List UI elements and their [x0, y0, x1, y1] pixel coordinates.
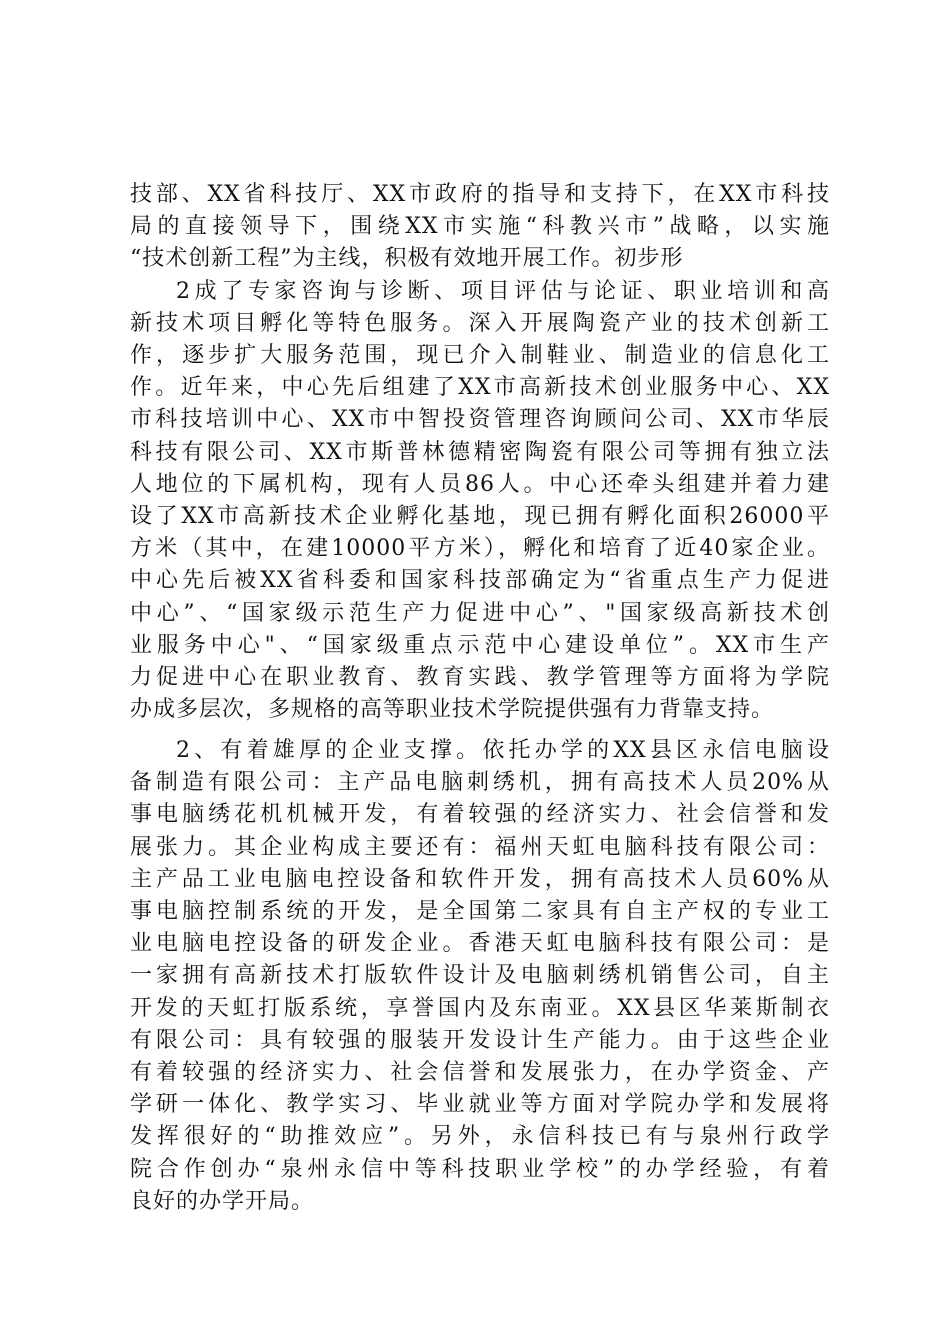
text-line: 主产品工业电脑电控设备和软件开发，拥有高技术人员60%从 — [130, 866, 830, 892]
text-line: 学研一体化、教学实习、毕业就业等方面对学院办学和发展将 — [130, 1092, 830, 1118]
text-line: 作，逐步扩大服务范围，现已介入制鞋业、制造业的信息化工 — [130, 343, 830, 369]
text-line: 良好的办学开局。 — [130, 1188, 315, 1214]
text-line: 展张力。其企业构成主要还有：福州天虹电脑科技有限公司： — [130, 834, 830, 860]
text-line: 业服务中心"、“国家级重点示范中心建设单位”。XX市生产 — [130, 632, 830, 658]
text-line: 人地位的下属机构，现有人员86人。中心还牵头组建并着力建 — [130, 471, 830, 497]
text-line: 办成多层次，多规格的高等职业技术学院提供强有力背靠支持。 — [130, 697, 775, 723]
text-line: 中心先后被XX省科委和国家科技部确定为“省重点生产力促进 — [130, 568, 830, 594]
text-line: 局的直接领导下，围绕XX市实施“科教兴市”战略，以实施 — [130, 214, 830, 240]
text-line: “技术创新工程”为主线，积极有效地开展工作。初步形 — [130, 246, 684, 272]
text-line: 开发的天虹打版系统，享誉国内及东南亚。XX县区华莱斯制衣 — [130, 995, 830, 1021]
text-line: 技部、XX省科技厅、XX市政府的指导和支持下，在XX市科技 — [130, 182, 830, 207]
text-line: 有限公司：具有较强的服装开发设计生产能力。由于这些企业 — [130, 1027, 830, 1053]
text-line: 力促进中心在职业教育、教育实践、教学管理等方面将为学院 — [130, 665, 830, 691]
text-line: 中心”、“国家级示范生产力促进中心”、"国家级高新技术创 — [130, 600, 830, 626]
text-line: 院合作创办“泉州永信中等科技职业学校”的办学经验，有着 — [130, 1156, 830, 1182]
text-line: 作。近年来，中心先后组建了XX市高新技术创业服务中心、XX — [130, 375, 830, 401]
text-line: 方米（其中，在建10000平方米），孵化和培育了近40家企业。 — [130, 536, 830, 562]
text-line: 新技术项目孵化等特色服务。深入开展陶瓷产业的技术创新工 — [130, 310, 830, 336]
text-line: 科技有限公司、XX市斯普林德精密陶瓷有限公司等拥有独立法 — [130, 439, 830, 465]
text-line: 2、有着雄厚的企业支撑。依托办学的XX县区永信电脑设 — [176, 738, 830, 763]
text-line: 设了XX市高新技术企业孵化基地，现已拥有孵化面积26000平 — [130, 504, 830, 530]
text-line: 业电脑电控设备的研发企业。香港天虹电脑科技有限公司：是 — [130, 931, 830, 957]
paragraph-block-2 — [130, 735, 830, 1218]
text-line: 有着较强的经济实力、社会信誉和发展张力，在办学资金、产 — [130, 1060, 830, 1086]
text-line: 事电脑控制系统的开发，是全国第二家具有自主产权的专业工 — [130, 899, 830, 925]
text-line: 备制造有限公司：主产品电脑刺绣机，拥有高技术人员20%从 — [130, 770, 830, 796]
paragraph-block-1 — [130, 179, 830, 726]
text-line: 一家拥有高新技术打版软件设计及电脑刺绣机销售公司，自主 — [130, 963, 830, 989]
text-line: 事电脑绣花机机械开发，有着较强的经济实力、社会信誉和发 — [130, 802, 830, 828]
text-line: 市科技培训中心、XX市中智投资管理咨询顾问公司、XX市华辰 — [130, 407, 830, 433]
text-line: 2成了专家咨询与诊断、项目评估与论证、职业培训和高 — [176, 278, 830, 304]
text-line: 发挥很好的“助推效应”。另外，永信科技已有与泉州行政学 — [130, 1124, 830, 1150]
